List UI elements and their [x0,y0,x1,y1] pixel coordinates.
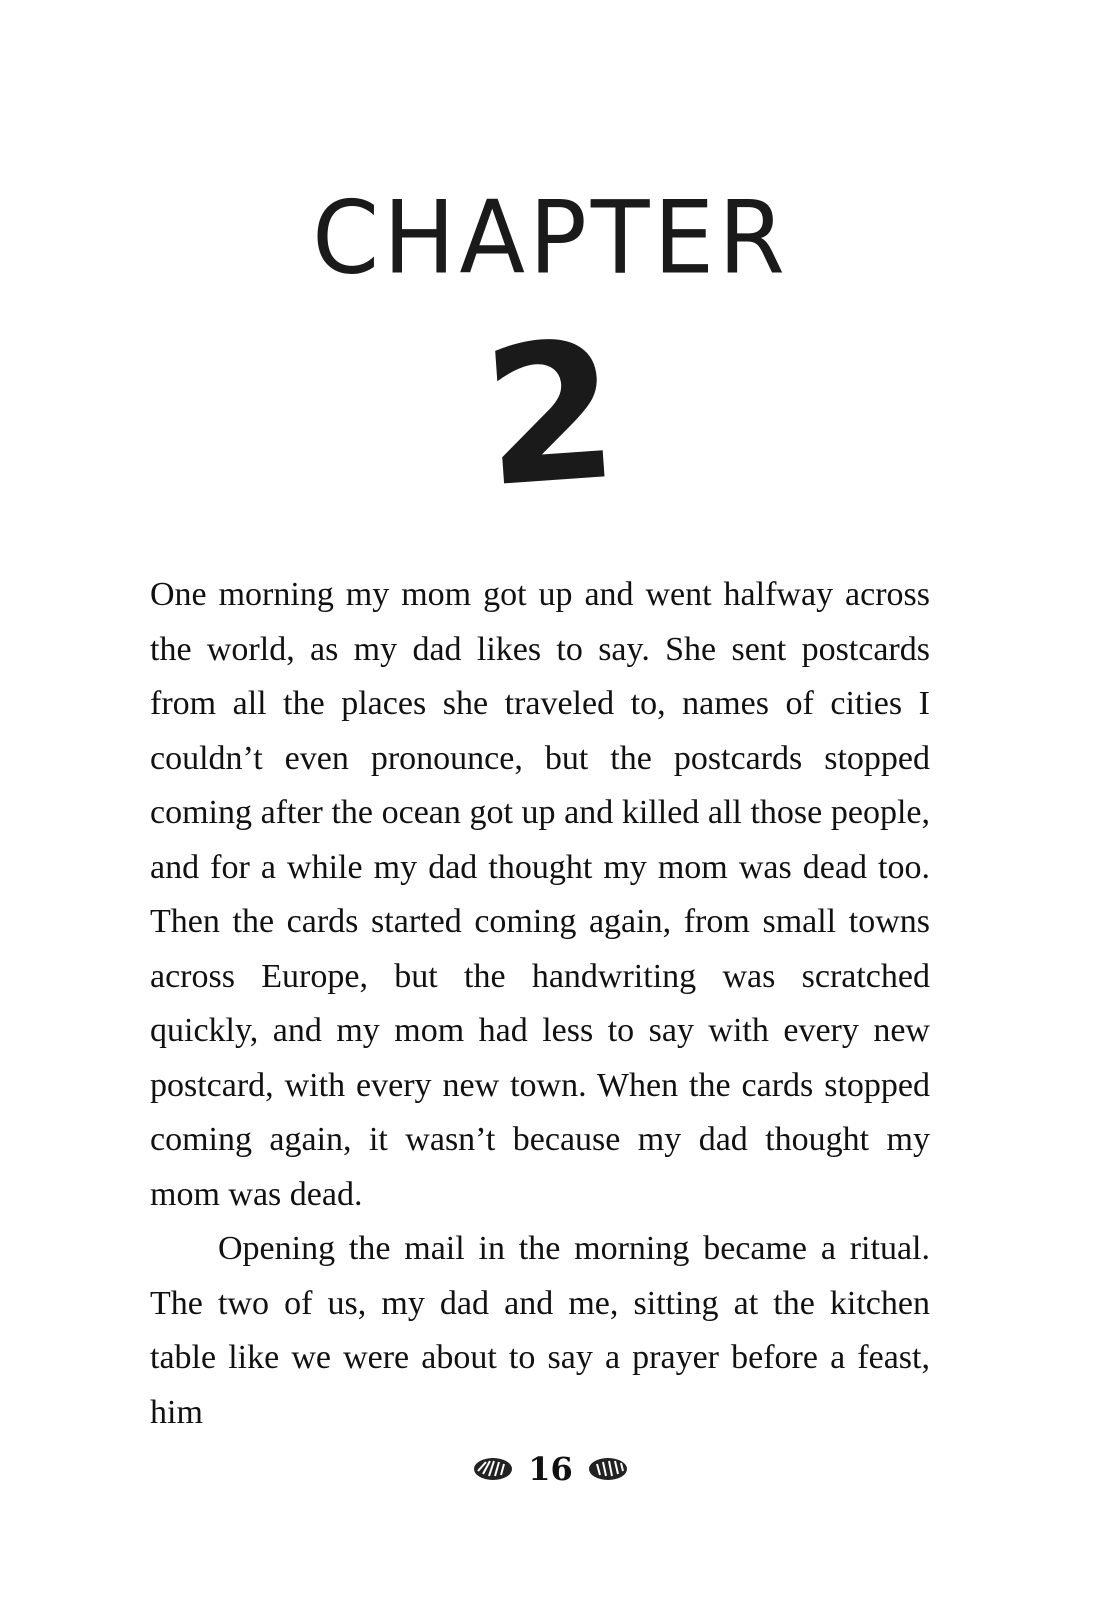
page-number: 16 [528,1450,573,1488]
chapter-label: CHAPTER [312,179,789,297]
chapter-body [150,568,930,1440]
shell-icon [587,1456,629,1482]
paragraph: Opening the mail in the morning became a ritual. The two of us, my dad and me, sitting at the kitchen table like we were about to say a prayer before a feast, him [150,1230,930,1431]
page-footer [0,1450,1101,1488]
shell-icon [472,1456,514,1482]
chapter-number: 2 [476,299,625,530]
paragraph: One morning my mom got up and went halfway across the world, as my dad likes to say. She sent postcards from all the places she traveled to, names of cities I couldn’t even pronounce, but the postcards stopped coming after the ocean got up and killed all those people, and for a while my dad thought my mom was dead too. Then the cards started coming again, from small towns across Europe, but the handwriting was scratched quickly, and my mom had less to say with every new postcard, with every new town. When the cards stopped coming again, it wasn’t because my dad thought my mom was dead. [150,576,930,1213]
